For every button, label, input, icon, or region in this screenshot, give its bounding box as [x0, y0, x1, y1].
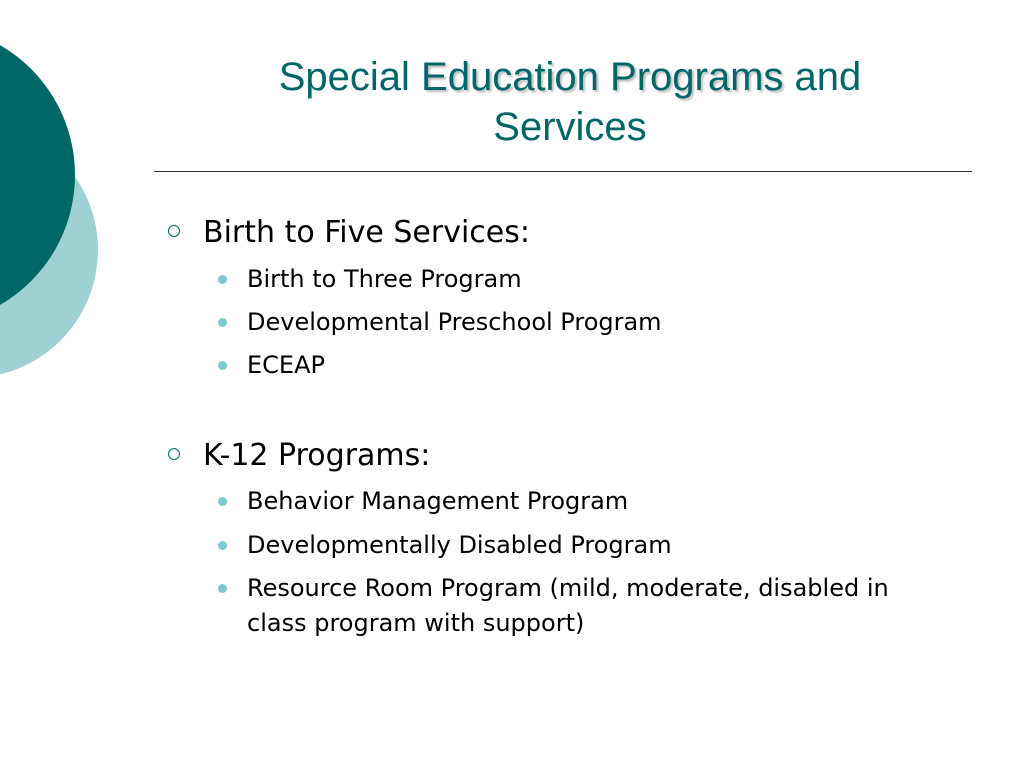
hollow-circle-bullet-icon [168, 225, 180, 237]
title-part-1: Special [278, 55, 422, 99]
title-emphasis: Education Programs [421, 55, 784, 99]
list-item-text: Developmental Preschool Program [247, 308, 662, 336]
title-part-2: and [783, 55, 862, 99]
dot-bullet-icon [218, 361, 227, 370]
dot-bullet-icon [218, 584, 227, 593]
dot-bullet-icon [218, 318, 227, 327]
dot-bullet-icon [218, 497, 227, 506]
title-line-2: Services [493, 105, 647, 149]
list-item-text: Birth to Three Program [247, 265, 522, 293]
section-heading-text: Birth to Five Services: [203, 215, 530, 250]
list-item-text: ECEAP [247, 351, 325, 379]
section-heading-text: K-12 Programs: [203, 438, 431, 473]
list-item-text: Resource Room Program (mild, moderate, disabled in class program with support) [247, 574, 889, 637]
dot-bullet-icon [218, 275, 227, 284]
hollow-circle-bullet-icon [168, 448, 180, 460]
list-item-text: Behavior Management Program [247, 487, 629, 515]
list-item-text: Developmentally Disabled Program [247, 531, 672, 559]
dot-bullet-icon [218, 541, 227, 550]
